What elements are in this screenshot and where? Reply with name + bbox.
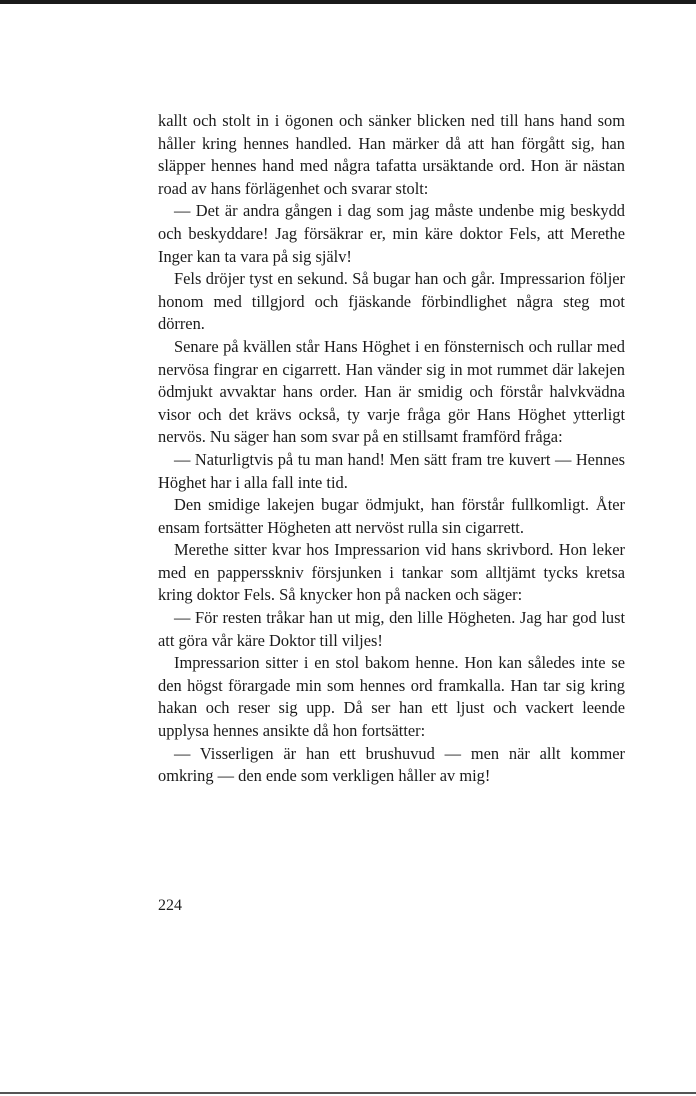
- scan-edge-bottom: [0, 1092, 696, 1094]
- paragraph: Fels dröjer tyst en sekund. Så bugar han och går. Impressarion följer honom med tillgjord och fjäskande förbindlighet några steg mot dörren.: [158, 269, 625, 334]
- paragraph: Impressarion sitter i en stol bakom henne. Hon kan således inte se den högst förargade min som hennes ord framkalla. Han tar sig kring hakan och reser sig upp. Då ser han ett ljust och vackert leende upplysa hennes ansikte då hon fortsätter:: [158, 653, 625, 741]
- paragraph: kallt och stolt in i ögonen och sänker blicken ned till hans hand som håller kring hennes handled. Han märker då att han förgått sig, han släpper hennes hand med några tafatta ursäktande ord. Hon är nästan road av hans förlägenhet och svarar stolt:: [158, 111, 625, 198]
- paragraph: Senare på kvällen står Hans Höghet i en fönsternisch och rullar med nervösa fingrar en cigarrett. Han vänder sig in mot rummet där lakejen ödmjukt avvaktar hans order. Han är smidig och förstår halvkvädna visor och det krävs också, ty varje fråga gör Hans Höghet ytterligt nervös. Nu säger han som svar på en stillsamt framförd fråga:: [158, 336, 625, 447]
- paragraph: — Visserligen är han ett brushuvud — men när allt kommer omkring — den ende som verkligen håller av mig!: [158, 743, 625, 786]
- paragraph: Den smidige lakejen bugar ödmjukt, han förstår fullkomligt. Åter ensam fortsätter Högheten att nervöst rulla sin cigarrett.: [158, 495, 625, 537]
- paragraph: — Det är andra gången i dag som jag måste undenbe mig beskydd och beskyddare! Jag försäkrar er, min käre doktor Fels, att Merethe Inger kan ta vara på sig själv!: [158, 201, 625, 266]
- scan-edge-top: [0, 0, 696, 4]
- page-number: 224: [158, 897, 182, 914]
- paragraph: Merethe sitter kvar hos Impressarion vid hans skrivbord. Hon leker med en pappersskniv försjunken i tankar som alltjämt tycks kretsa kring doktor Fels. Så knycker hon på nacken och säger:: [158, 540, 625, 605]
- paragraph: — För resten tråkar han ut mig, den lille Högheten. Jag har god lust att göra vår käre Doktor till viljes!: [158, 608, 625, 650]
- paragraph: — Naturligtvis på tu man hand! Men sätt fram tre kuvert — Hennes Höghet har i alla fall inte tid.: [158, 449, 625, 492]
- body-text: [158, 110, 625, 788]
